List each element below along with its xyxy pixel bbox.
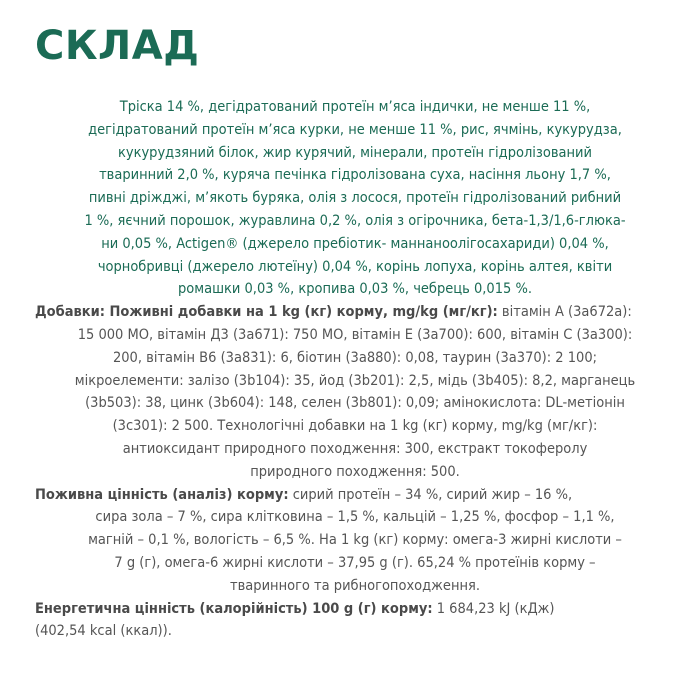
composition-line: ромашки 0,03 %, кропива 0,03 %, чебрець 0,015 %.: [177, 281, 533, 298]
composition-line: тваринний 2,0 %, куряча печінка гідролізована суха, насіння льону 1,7 %,: [99, 167, 611, 184]
composition-line: чорнобривці (джерело лютеїну) 0,04 %, корінь лопуха, корінь алтея, квіти: [97, 258, 613, 275]
additives-text: вітамін А (3а672а):: [497, 304, 632, 321]
composition-line: кукурудзяний білок, жир курячий, мінерали, протеїн гідролізований: [117, 144, 593, 161]
additives-label: Добавки: Поживні добавки на 1 kg (кг) корму, mg/kg (мг/кг):: [35, 304, 498, 321]
additives-line: (3b503): 38, цинк (3b604): 148, селен (3b801): 0,09; амінокислота: DL-метіонін: [85, 395, 625, 412]
energy-line: (402,54 kcal (ккал)).: [35, 623, 172, 640]
nutrition-text: сирий протеїн – 34 %, сирий жир – 16 %,: [288, 486, 573, 503]
composition-line: пивні дріжджі, м’якоть буряка, олія з лосося, протеїн гідролізований рибний: [88, 190, 622, 207]
nutrition-line: тваринного та рибногопоходження.: [230, 577, 480, 594]
energy-text: 1 684,23 kJ (кДж): [432, 600, 555, 617]
energy-label: Енергетична цінність (калорійність) 100 g (г) корму:: [35, 600, 433, 617]
energy-line: [35, 598, 675, 621]
composition-line: 1 %, яєчний порошок, журавлина 0,2 %, олія з огірочника, бета-1,3/1,6-глюка-: [84, 212, 626, 229]
product-description: [35, 96, 675, 643]
composition-paragraph: [35, 96, 675, 301]
nutrition-line: магній – 0,1 %, вологість – 6,5 %. На 1 kg (кг) корму: омега-3 жирні кислоти –: [88, 532, 622, 549]
additives-line: мікроелементи: залізо (3b104): 35, йод (3b201): 2,5, мідь (3b405): 8,2, марганець: [74, 372, 636, 389]
additives-line: [35, 301, 675, 324]
additives-line: 200, вітамін В6 (3а831): 6, біотин (3а880): 0,08, таурин (3а370): 2 100;: [112, 349, 598, 366]
composition-line: дегідратований протеїн м’яса курки, не менше 11 %, рис, ячмінь, кукурудза,: [88, 121, 622, 138]
additives-line: (3c301): 2 500. Технологічні добавки на 1 kg (кг) корму, mg/kg (мг/кг):: [112, 418, 598, 435]
nutrition-line: 7 g (г), омега-6 жирні кислоти – 37,95 g (г). 65,24 % протеїнів корму –: [114, 554, 596, 571]
additives-line: природного походження: 500.: [250, 463, 460, 480]
additives-line: 15 000 МО, вітамін Д3 (3а671): 750 МО, вітамін Е (3а700): 600, вітамін С (3а300):: [77, 326, 633, 343]
additives-paragraph: [35, 301, 675, 483]
composition-line: Тріска 14 %, дегідратований протеїн м’яса індички, не менше 11 %,: [119, 99, 591, 115]
nutrition-line: [35, 484, 675, 507]
composition-line: ни 0,05 %, Actigen® (джерело пребіотик- маннаноолігосахариди) 0,04 %,: [101, 235, 609, 252]
nutrition-label: Поживна цінність (аналіз) корму:: [35, 486, 289, 503]
page-title: СКЛАД: [35, 23, 200, 69]
nutrition-line: сира зола – 7 %, сира клітковина – 1,5 %, кальцій – 1,25 %, фосфор – 1,1 %,: [95, 509, 615, 526]
additives-line: антиоксидант природного походження: 300, екстракт токоферолу: [122, 440, 588, 457]
nutrition-paragraph: [35, 484, 675, 598]
energy-paragraph: [35, 598, 675, 644]
